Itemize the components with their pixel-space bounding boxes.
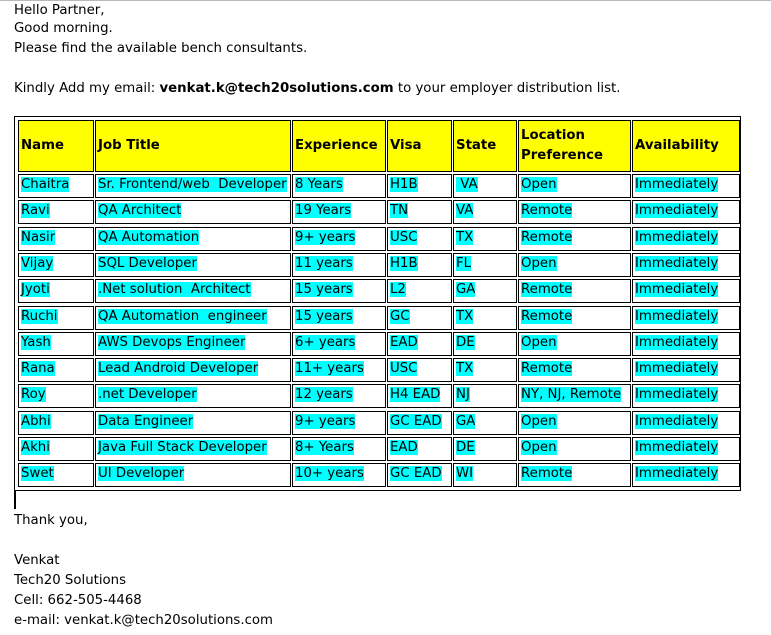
greeting-line-hello: Hello Partner, [14,3,105,18]
cell-text: Abhi [21,414,51,429]
cell-text: Immediately [635,387,719,402]
header-label: Name [21,138,64,153]
table-cell-state [453,463,517,487]
table-cell-visa [387,279,452,303]
table-cell-experience [292,279,386,303]
table-cell-availability [632,174,740,198]
header-label: Job Title [98,138,160,153]
table-cell-visa [387,174,452,198]
table-cell-availability [632,332,740,356]
cell-text: H1B [390,177,418,192]
signature-cell: Cell: 662-505-4468 [14,593,142,608]
header-label: Experience [295,138,378,153]
table-cell-name [18,411,94,435]
cell-text: 11 years [295,256,353,271]
table-cell-state [453,332,517,356]
table-cell-location-preference [518,227,631,251]
table-cell-job-title [95,174,291,198]
table-cell-name [18,384,94,408]
table-cell-job-title [95,279,291,303]
header-label: Location Preference [521,128,604,163]
table-cell-name [18,253,94,277]
table-cell-experience [292,384,386,408]
table-cell-job-title [95,306,291,330]
cell-text: Immediately [635,361,719,376]
table-cell-name [18,306,94,330]
cell-text: Remote [521,361,573,376]
table-cell-availability [632,279,740,303]
cell-text: UI Developer [98,466,185,481]
table-cell-experience [292,227,386,251]
cell-text: 6+ years [295,335,356,350]
cell-text: TX [456,230,474,245]
table-cell-visa [387,253,452,277]
table-cell-experience [292,411,386,435]
cell-text: Open [521,256,557,271]
cell-text: Swet [21,466,54,481]
table-cell-visa [387,200,452,224]
cell-text: 12 years [295,387,353,402]
header-cell-availability [632,120,740,172]
table-cell-name [18,227,94,251]
cell-text: WI [456,466,474,481]
cell-text: Remote [521,466,573,481]
table-cell-location-preference [518,253,631,277]
table-cell-name [18,463,94,487]
cell-text: VA [456,203,474,218]
cell-text: Akhi [21,440,50,455]
table-cell-location-preference [518,279,631,303]
window-top-border [0,0,771,1]
table-cell-state [453,358,517,382]
header-label: Availability [635,138,719,153]
table-cell-visa [387,384,452,408]
cell-text: Immediately [635,282,719,297]
text-cursor [14,491,16,509]
cell-text: Data Engineer [98,414,194,429]
table-cell-experience [292,437,386,461]
cell-text: Java Full Stack Developer [98,440,267,455]
table-cell-visa [387,437,452,461]
cell-text: GC [390,309,410,324]
table-cell-name [18,437,94,461]
cell-text: Sr. Frontend/web Developer [98,177,287,192]
cell-text: 8+ Years [295,440,354,455]
cell-text: GA [456,282,476,297]
cell-text: FL [456,256,472,271]
table-cell-visa [387,332,452,356]
cell-text: NJ [456,387,470,402]
table-cell-name [18,174,94,198]
cell-text: TX [456,361,474,376]
table-cell-experience [292,174,386,198]
cell-text: Open [521,335,557,350]
cell-text: Immediately [635,230,719,245]
table-cell-name [18,358,94,382]
table-cell-state [453,411,517,435]
cell-text: Remote [521,282,573,297]
table-cell-availability [632,253,740,277]
cell-text: DE [456,440,475,455]
greeting-line-morning: Good morning. [14,21,113,36]
cell-text: Rana [21,361,55,376]
table-cell-job-title [95,358,291,382]
table-cell-name [18,200,94,224]
cell-text: L2 [390,282,406,297]
cell-text: Immediately [635,177,719,192]
table-cell-visa [387,463,452,487]
cell-text: SQL Developer [98,256,197,271]
cell-text: QA Automation engineer [98,309,267,324]
request-line [14,79,620,99]
cell-text: Immediately [635,466,719,481]
table-cell-location-preference [518,384,631,408]
table-cell-experience [292,253,386,277]
header-label: State [456,138,497,153]
header-cell-location-preference [518,120,631,172]
table-cell-availability [632,200,740,224]
request-prefix: Kindly Add my email: [14,81,160,96]
table-cell-experience [292,463,386,487]
table-cell-availability [632,463,740,487]
table-cell-availability [632,358,740,382]
cell-text: Immediately [635,203,719,218]
cell-text: Open [521,440,557,455]
table-cell-state [453,279,517,303]
cell-text: Remote [521,309,573,324]
cell-text: 11+ years [295,361,364,376]
table-cell-state [453,306,517,330]
cell-text: GA [456,414,476,429]
cell-text: Chaitra [21,177,70,192]
table-cell-availability [632,437,740,461]
cell-text: Immediately [635,309,719,324]
table-cell-experience [292,200,386,224]
cell-text: Immediately [635,335,719,350]
cell-text: Immediately [635,440,719,455]
cell-text: 9+ years [295,414,356,429]
cell-text: QA Architect [98,203,182,218]
table-cell-availability [632,306,740,330]
table-cell-job-title [95,384,291,408]
table-cell-job-title [95,227,291,251]
cell-text: Ruchi [21,309,58,324]
table-cell-location-preference [518,437,631,461]
signature-thanks: Thank you, [14,513,88,528]
cell-text: Immediately [635,256,719,271]
table-cell-experience [292,358,386,382]
cell-text: AWS Devops Engineer [98,335,246,350]
table-cell-job-title [95,437,291,461]
table-cell-availability [632,227,740,251]
cell-text: USC [390,230,418,245]
table-cell-name [18,279,94,303]
request-suffix: to your employer distribution list. [393,81,621,96]
header-cell-visa [387,120,452,172]
table-cell-location-preference [518,411,631,435]
table-cell-visa [387,306,452,330]
cell-text: GC EAD [390,466,442,481]
signature-name: Venkat [14,553,60,568]
cell-text: Yash [21,335,51,350]
cell-text: EAD [390,335,418,350]
cell-text: Remote [521,203,573,218]
table-cell-experience [292,332,386,356]
cell-text: EAD [390,440,418,455]
cell-text: 19 Years [295,203,352,218]
request-email-link[interactable]: venkat.k@tech20solutions.com [159,81,394,96]
table-cell-job-title [95,253,291,277]
cell-text: Remote [521,230,573,245]
table-cell-location-preference [518,306,631,330]
cell-text: .net Developer [98,387,197,402]
cell-text: H4 EAD [390,387,441,402]
cell-text: H1B [390,256,418,271]
cell-text: TN [390,203,409,218]
table-cell-visa [387,358,452,382]
cell-text: .Net solution Architect [98,282,251,297]
table-cell-state [453,253,517,277]
table-cell-location-preference [518,174,631,198]
table-cell-job-title [95,463,291,487]
table-cell-availability [632,384,740,408]
table-cell-visa [387,411,452,435]
cell-text: Immediately [635,414,719,429]
cell-text: NY, NJ, Remote [521,387,622,402]
cell-text: QA Automation [98,230,200,245]
table-cell-state [453,437,517,461]
cell-text: Lead Android Developer [98,361,259,376]
cell-text: DE [456,335,475,350]
cell-text: Open [521,414,557,429]
table-cell-visa [387,227,452,251]
cell-text: GC EAD [390,414,442,429]
cell-text: Vijay [21,256,54,271]
signature-email[interactable]: e-mail: venkat.k@tech20solutions.com [14,613,273,628]
table-cell-location-preference [518,358,631,382]
table-cell-job-title [95,200,291,224]
cell-text: 10+ years [295,466,364,481]
cell-text: VA [456,177,478,192]
header-cell-name [18,120,94,172]
header-cell-job-title [95,120,291,172]
table-cell-state [453,200,517,224]
table-cell-state [453,174,517,198]
cell-text: 8 Years [295,177,343,192]
signature-company: Tech20 Solutions [14,573,127,588]
cell-text: Roy [21,387,46,402]
cell-text: Open [521,177,557,192]
cell-text: 9+ years [295,230,356,245]
table-cell-job-title [95,332,291,356]
cell-text: USC [390,361,418,376]
cell-text: 15 years [295,309,353,324]
table-cell-job-title [95,411,291,435]
table-cell-location-preference [518,200,631,224]
table-cell-state [453,384,517,408]
cell-text: TX [456,309,474,324]
bench-consultants-table [14,116,741,491]
table-cell-name [18,332,94,356]
table-cell-availability [632,411,740,435]
cell-text: 15 years [295,282,353,297]
cell-text: Ravi [21,203,50,218]
header-cell-state [453,120,517,172]
cell-text: Nasir [21,230,56,245]
table-cell-location-preference [518,332,631,356]
cell-text: Jyoti [21,282,50,297]
table-cell-experience [292,306,386,330]
table-cell-location-preference [518,463,631,487]
greeting-line-intro: Please find the available bench consultants. [14,41,308,56]
header-label: Visa [390,138,422,153]
header-cell-experience [292,120,386,172]
table-cell-state [453,227,517,251]
